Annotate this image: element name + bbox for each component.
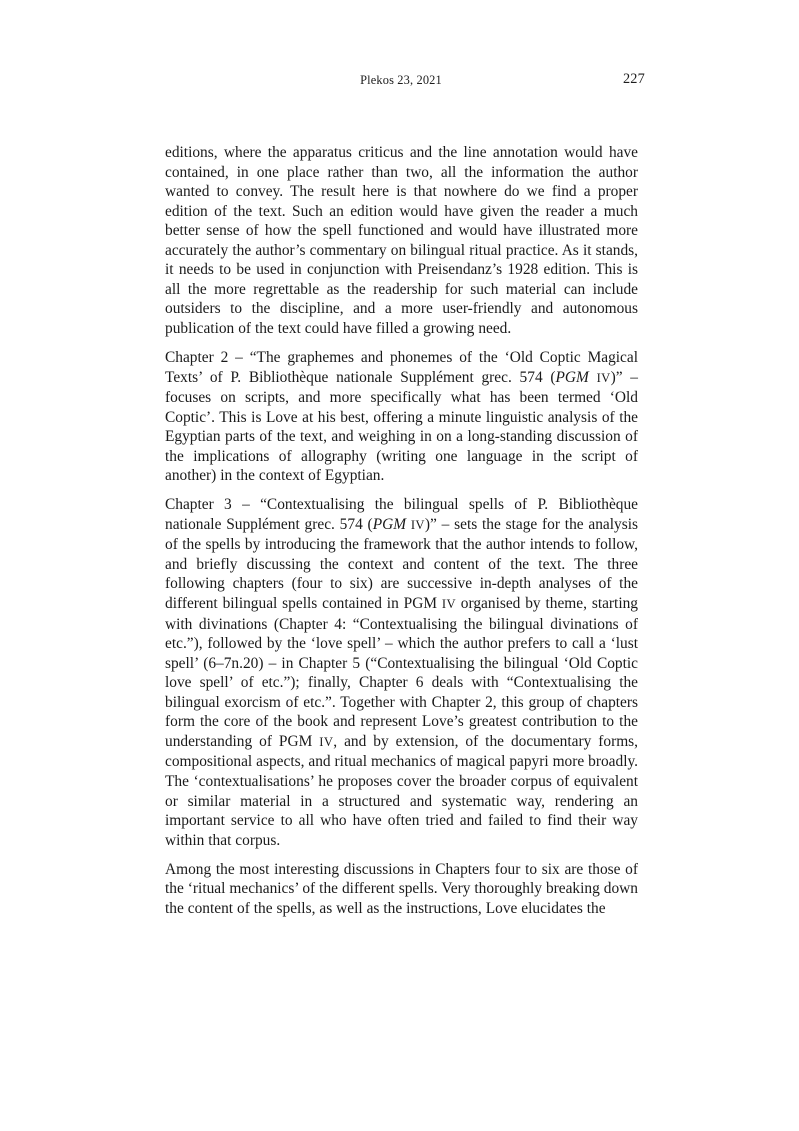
small-caps-numeral: IV	[441, 597, 456, 612]
small-caps-numeral: IV	[319, 734, 334, 749]
paragraph-chapter-3	[165, 495, 638, 850]
paragraph-among	[165, 860, 638, 919]
paragraph-editions	[165, 143, 638, 338]
text-run: )” – sets the stage for the analysis of the spells by introducing the framework that the author intends to follow, and briefly discussing the context and content of the text. The three following chapters (four to six) are successive in-depth analyses of the different bilingual spells contained in PGM	[165, 515, 638, 613]
paragraph-chapter-2	[165, 348, 638, 486]
small-caps-numeral: IV	[596, 370, 611, 385]
italic-citation-title: PGM	[555, 368, 589, 386]
text-run	[589, 369, 597, 386]
running-head	[165, 71, 645, 91]
text-run: Among the most interesting discussions in Chapters four to six are those of the ‘ritual mechanics’ of the different spells. Very thoroughly breaking down the content of the spells, as well as the instructions, Love elucidates the	[165, 860, 638, 917]
text-run: Chapter 3 – “Contextualising the bilingual spells of P. Bibliothèque nationale Supplément grec. 574 (	[165, 496, 638, 533]
page-number: 227	[622, 71, 645, 87]
body-text-column	[165, 143, 638, 918]
text-run: )” – focuses on scripts, and more specifically what has been termed ‘Old Coptic’. This is Love at his best, offering a minute linguistic analysis of the Egyptian parts of the text, and weighing in on a long-standing discussion of the implications of allography (writing one language in the script of another) in the context of Egyptian.	[165, 368, 638, 485]
small-caps-numeral: IV	[410, 517, 425, 532]
text-run: organised by theme, starting with divinations (Chapter 4: “Contextualising the bilingual divinations of etc.”), followed by the ‘love spell’ – which the author prefers to call a ‘lust spell’ (6–7n.20) – in Chapter 5 (“Contextualising the bilingual ‘Old Coptic love spell’ of etc.”); finally, Chapter 6 deals with “Contextualising the bilingual exorcism of etc.”. Together with Chapter 2, this group of chapters form the core of the book and represent Love’s greatest contribution to the understanding of PGM	[165, 595, 638, 750]
text-run: editions, where the apparatus criticus and the line annotation would have contained, in one place rather than two, all the information the author wanted to convey. The result here is that nowhere do we find a proper edition of the text. Such an edition would have given the reader a much better sense of how the spell functioned and would have illustrated more accurately the author’s commentary on bilingual ritual practice. As it stands, it needs to be used in conjunction with Preisendanz’s 1928 edition. This is all the more regrettable as the readership for such material can include outsiders to the discipline, and a more user-friendly and autonomous publication of the text could have filled a growing need.	[165, 144, 638, 337]
text-run: , and by extension, of the documentary forms, compositional aspects, and ritual mechanics of magical papyri more broadly. The ‘contextualisations’ he proposes cover the broader corpus of equivalent or similar material in a structured and systematic way, rendering an important service to all who have often tried and failed to find their way within that corpus.	[165, 732, 639, 849]
text-run: Chapter 2 – “The graphemes and phonemes of the ‘Old Coptic Magical Texts’ of P. Bibliothèque nationale Supplément grec. 574 (	[165, 348, 638, 386]
italic-citation-title: PGM	[372, 515, 407, 533]
running-head-journal-title: Plekos 23, 2021	[360, 73, 442, 87]
